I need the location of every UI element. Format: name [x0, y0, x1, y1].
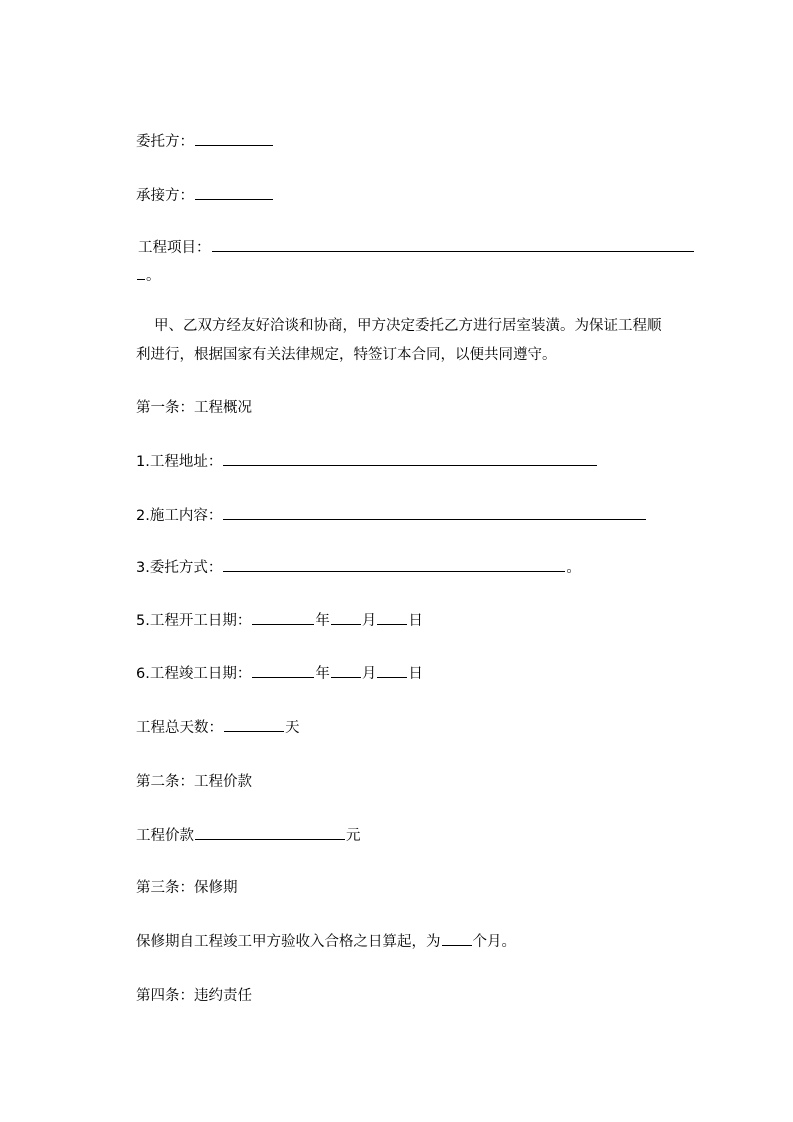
warranty-line [136, 932, 516, 952]
project-blank-cont [137, 266, 145, 280]
warranty-months-blank [442, 932, 472, 946]
item2-label: 2.施工内容： [136, 508, 223, 524]
article1-title: 第一条：工程概况 [136, 400, 252, 416]
client-line [136, 132, 274, 152]
item5-line: 5.工程开工日期： 年 月 日 [136, 613, 423, 629]
item3-tail: 。 [566, 560, 581, 576]
article4-title: 第四条：违约责任 [136, 988, 252, 1004]
contractor-label: 承接方： [136, 188, 194, 204]
total-days-line: 工程总天数： 天 [136, 720, 300, 736]
end-month-blank [331, 664, 361, 678]
price-label: 工程价款 [136, 828, 194, 844]
item6-label: 6.工程竣工日期： [136, 666, 252, 682]
method-blank [223, 558, 565, 572]
start-day-blank [377, 611, 407, 625]
project-label: 工程项目： [138, 240, 211, 256]
client-blank [195, 132, 273, 146]
project-tail: 。 [146, 268, 161, 284]
price-blank [195, 826, 345, 840]
intro-text-2: 利进行，根据国家有关法律规定，特签订本合同，以便共同遵守。 [136, 347, 557, 363]
total-days-blank [224, 718, 284, 732]
article3-title: 第三条：保修期 [136, 880, 238, 896]
project-line [138, 238, 695, 258]
address-blank [223, 452, 597, 466]
article2-title: 第二条：工程价款 [136, 774, 252, 790]
item2-line [136, 506, 647, 526]
item1-line [136, 452, 598, 472]
contractor-line [136, 186, 274, 206]
item6-line: 6.工程竣工日期： 年 月 日 [136, 666, 423, 682]
content-blank [223, 506, 646, 520]
intro-line-1 [154, 316, 662, 336]
total-days-label: 工程总天数： [136, 720, 223, 736]
item1-label: 1.工程地址： [136, 454, 223, 470]
price-line: 工程价款 元 [136, 828, 361, 844]
start-month-blank [331, 611, 361, 625]
intro-text-1: 甲、乙双方经友好洽谈和协商，甲方决定委托乙方进行居室装潢。为保证工程顺 [154, 318, 662, 334]
end-year-blank [252, 664, 314, 678]
project-line-cont [136, 266, 161, 286]
item5-label: 5.工程开工日期： [136, 613, 252, 629]
client-label: 委托方： [136, 134, 194, 150]
intro-line-2 [136, 345, 557, 365]
contractor-blank [195, 186, 273, 200]
warranty-post: 个月。 [472, 934, 516, 950]
item3-label: 3.委托方式： [136, 560, 223, 576]
end-day-blank [377, 664, 407, 678]
project-blank [212, 238, 694, 252]
start-year-blank [252, 611, 314, 625]
item3-line [136, 558, 581, 578]
warranty-pre: 保修期自工程竣工甲方验收入合格之日算起，为 [136, 934, 441, 950]
